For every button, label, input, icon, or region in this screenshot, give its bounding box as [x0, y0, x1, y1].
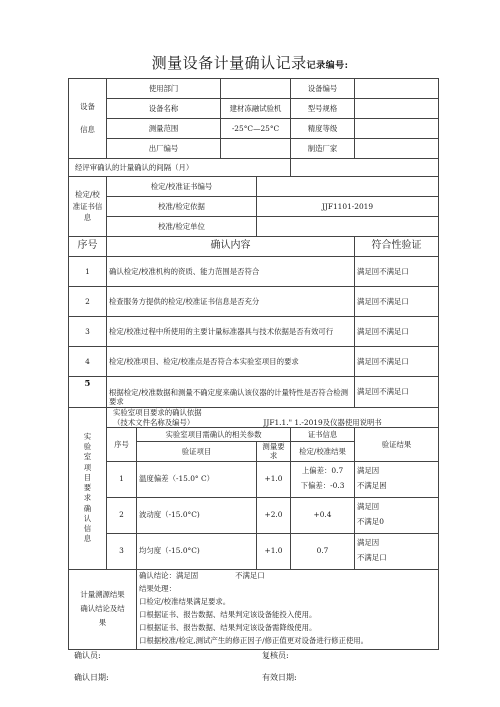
document-title	[0, 52, 500, 73]
lab-label-char: 求	[83, 493, 92, 503]
equipment-label-line-2: 信息	[80, 125, 95, 135]
interval-row	[69, 159, 439, 177]
cert-label-line-1: 检定/校	[75, 190, 100, 200]
cert-label-line-2: 准证书信	[72, 201, 103, 211]
lab-basis-cell	[107, 408, 439, 428]
range-value[interactable]: -25°C—25°C	[221, 119, 291, 139]
lab-req-header: 测量要求	[257, 442, 291, 462]
valid-date-label: 有效日期:	[262, 673, 297, 682]
lab-basis-label	[109, 408, 263, 427]
lab-header-row-1	[69, 428, 439, 442]
equipment-section-label	[69, 79, 107, 159]
lab-label-char: 验	[83, 442, 92, 452]
lab-label-char: 实	[83, 432, 92, 442]
confirm-row	[69, 317, 439, 347]
conclusion-label-line-1: 计量溯源结果	[80, 589, 125, 599]
conclusion-option-2[interactable]: 口根据证书、报告数据、结果判定该设备能投入使用。	[139, 610, 317, 619]
lab-label-char: 息	[83, 534, 92, 544]
cert-no-label: 检定/校准证书编号	[107, 177, 257, 197]
dept-value[interactable]	[221, 79, 291, 99]
conclusion-label-line-3: 果	[98, 618, 107, 628]
accuracy-value[interactable]	[355, 119, 439, 139]
model-label: 型号规格	[291, 99, 355, 119]
lab-row-result[interactable]	[355, 497, 439, 533]
lab-row-no: 3	[107, 533, 137, 569]
lab-row-result-line-2: 不满足困	[357, 481, 387, 490]
lab-row-req: +2.0	[257, 497, 291, 533]
equipment-label-line-1: 设备	[80, 102, 95, 112]
lab-label-char: 确	[83, 503, 92, 513]
lab-verify-header: 验证结果	[355, 428, 439, 462]
lab-row-result-line-1: 满足回	[357, 502, 380, 512]
lab-label-char: 认	[83, 513, 92, 523]
lab-label-char: 室	[83, 452, 92, 462]
conclusion-verdict[interactable]: 确认结论：满足固 不满足口	[139, 571, 265, 581]
lab-row	[69, 533, 439, 569]
lab-row-result[interactable]	[355, 461, 439, 497]
conclusion-row	[69, 569, 439, 649]
title-text: 测量设备计量确认记录	[151, 54, 307, 72]
conclusion-section-label	[69, 569, 137, 649]
lab-row-cert	[291, 461, 355, 497]
confirm-row-content: 根据检定/校准数据和测量不确定度来确认该仪器的计量特性是否符合检测要求	[107, 377, 355, 408]
lab-basis-label-line-2: （技术文件名称及编号）	[113, 417, 195, 427]
record-number-label: 记录编号:	[306, 61, 349, 71]
cert-label-line-3: 息	[83, 213, 92, 223]
lab-row-result-line-1: 满足因	[357, 538, 380, 548]
confirm-row	[69, 377, 439, 408]
lab-section-label	[69, 408, 107, 570]
cert-row-1	[69, 177, 439, 197]
lab-row	[69, 461, 439, 497]
equipment-row-4	[69, 139, 439, 159]
lab-basis-label-line-1: 实验室项目要求的确认依据	[113, 408, 202, 418]
equipment-row-1	[69, 79, 439, 99]
lab-item-header: 验证项目	[137, 442, 257, 462]
interval-label: 经评审确认的计量确认的间隔（月）	[69, 159, 291, 177]
lab-no-header: 序号	[107, 428, 137, 462]
record-table	[68, 78, 439, 650]
conclusion-label-line-2: 确认结论及结	[80, 603, 125, 613]
conclusion-option-4[interactable]: 口根据校准/检定,测试产生的修正因子/修正值更对设备进行修正使用。	[139, 635, 369, 645]
lab-row-req: +1.0	[257, 461, 291, 497]
lab-row-req: +1.0	[257, 533, 291, 569]
lab-row-item: 波动度（-15.0°C)	[137, 497, 257, 533]
cert-row-3	[69, 217, 439, 237]
lab-row-result-line-1: 满足因	[357, 466, 380, 476]
lab-row-no: 1	[107, 461, 137, 497]
conclusion-content	[137, 569, 439, 649]
cert-unit-value[interactable]	[257, 217, 439, 237]
cert-unit-label: 校准/检定单位	[107, 217, 257, 237]
lab-params-header: 实验室项目需确认的相关参数	[137, 428, 291, 442]
lab-row-cert-line-2: 下偏差：-0.3	[300, 481, 345, 490]
confirm-row-no: 1	[69, 257, 107, 287]
maker-value[interactable]	[355, 139, 439, 159]
lab-row-cert-line-1: 上偏差：0.7	[301, 466, 344, 476]
dept-label: 使用部门	[107, 79, 221, 99]
lab-calib-header: 检定/校准结果	[291, 442, 355, 462]
lab-label-char: 要	[83, 483, 92, 493]
equipment-name-value[interactable]: 建材冻融试验机	[221, 99, 291, 119]
serial-label: 出厂编号	[107, 139, 221, 159]
confirm-row-no: 5	[69, 377, 107, 408]
lab-row	[69, 497, 439, 533]
confirm-row-content: 确认检定/校准机构的资质、能力范围是否符合	[107, 257, 355, 287]
equipment-row-3	[69, 119, 439, 139]
lab-label-char: 信	[83, 524, 92, 534]
confirm-row	[69, 257, 439, 287]
cert-row-2	[69, 197, 439, 217]
lab-row-item: 均匀度（-15.0°C)	[137, 533, 257, 569]
lab-row-cert-line-1: 0.7	[316, 545, 329, 555]
confirm-row	[69, 347, 439, 377]
cert-basis-value[interactable]: JJF1101-2019	[257, 197, 439, 217]
confirm-row-no: 4	[69, 347, 107, 377]
confirm-header-row	[69, 237, 439, 257]
confirm-row	[69, 287, 439, 317]
lab-row-result-line-2: 不满足口	[357, 553, 387, 562]
confirm-row-result[interactable]: 满足回不满足口	[355, 377, 439, 408]
confirm-row-content: 检查服务方提供的检定/校准证书信息是否充分	[107, 287, 355, 317]
cert-no-value[interactable]	[257, 177, 439, 197]
lab-row-no: 2	[107, 497, 137, 533]
cert-section-label	[69, 177, 107, 237]
confirm-row-content: 检定/校准过程中所使用的主要计量标准器具与技术依据是否有效可行	[107, 317, 355, 347]
confirm-row-result[interactable]: 满足回不满足口	[355, 257, 439, 287]
confirm-row-result[interactable]: 满足回不满足口	[355, 347, 439, 377]
equipment-name-label: 设备名称	[107, 99, 221, 119]
lab-basis-row	[69, 408, 439, 428]
lab-row-item: 温度偏差（-15.0° C）	[137, 461, 257, 497]
confirm-date-label: 确认日期:	[74, 673, 109, 682]
reviewer-label: 复核员:	[262, 651, 289, 660]
conclusion-option-3[interactable]: 口根据证书、报告数据、结果判定该设备需降级使用。	[139, 622, 317, 632]
lab-basis-layout	[109, 408, 436, 427]
equipment-id-label: 设备编号	[291, 79, 355, 99]
confirm-row-result[interactable]: 满足回不满足口	[355, 287, 439, 317]
lab-cert-header: 证书信息	[291, 428, 355, 442]
accuracy-label: 精度等级	[291, 119, 355, 139]
model-value[interactable]	[355, 99, 439, 119]
confirm-no-header: 序号	[69, 237, 107, 257]
confirm-row-content: 检定/校准项目、检定/校准点是否符合本实验室项目的要求	[107, 347, 355, 377]
confirm-row-no: 2	[69, 287, 107, 317]
serial-value[interactable]	[221, 139, 291, 159]
lab-row-cert-line-1: +0.4	[313, 509, 332, 519]
equipment-id-value[interactable]	[355, 79, 439, 99]
lab-basis-value[interactable]: JJF1.1." 1.-2019及仪器使用说明书	[263, 417, 382, 427]
conclusion-handling-label: 结果处理：	[139, 584, 176, 594]
lab-row-result[interactable]	[355, 533, 439, 569]
confirmer-label: 确认员:	[74, 651, 101, 660]
lab-label-char: 目	[83, 472, 92, 482]
confirm-row-result[interactable]: 满足回不满足口	[355, 317, 439, 347]
lab-row-result-line-2: 不满足0	[357, 517, 384, 526]
confirm-result-header: 符合性验证	[355, 237, 439, 257]
maker-label: 制造厂家	[291, 139, 355, 159]
interval-value[interactable]	[291, 159, 439, 177]
confirm-content-header: 确认内容	[107, 237, 355, 257]
confirm-row-no: 3	[69, 317, 107, 347]
lab-label-char: 项	[83, 462, 92, 472]
lab-row-cert	[291, 497, 355, 533]
range-label: 测量范围	[107, 119, 221, 139]
lab-row-cert	[291, 533, 355, 569]
equipment-row-2	[69, 99, 439, 119]
conclusion-option-1[interactable]: 口检定/校准结果满足要求。	[139, 597, 231, 607]
cert-basis-label: 校准/检定依据	[107, 197, 257, 217]
